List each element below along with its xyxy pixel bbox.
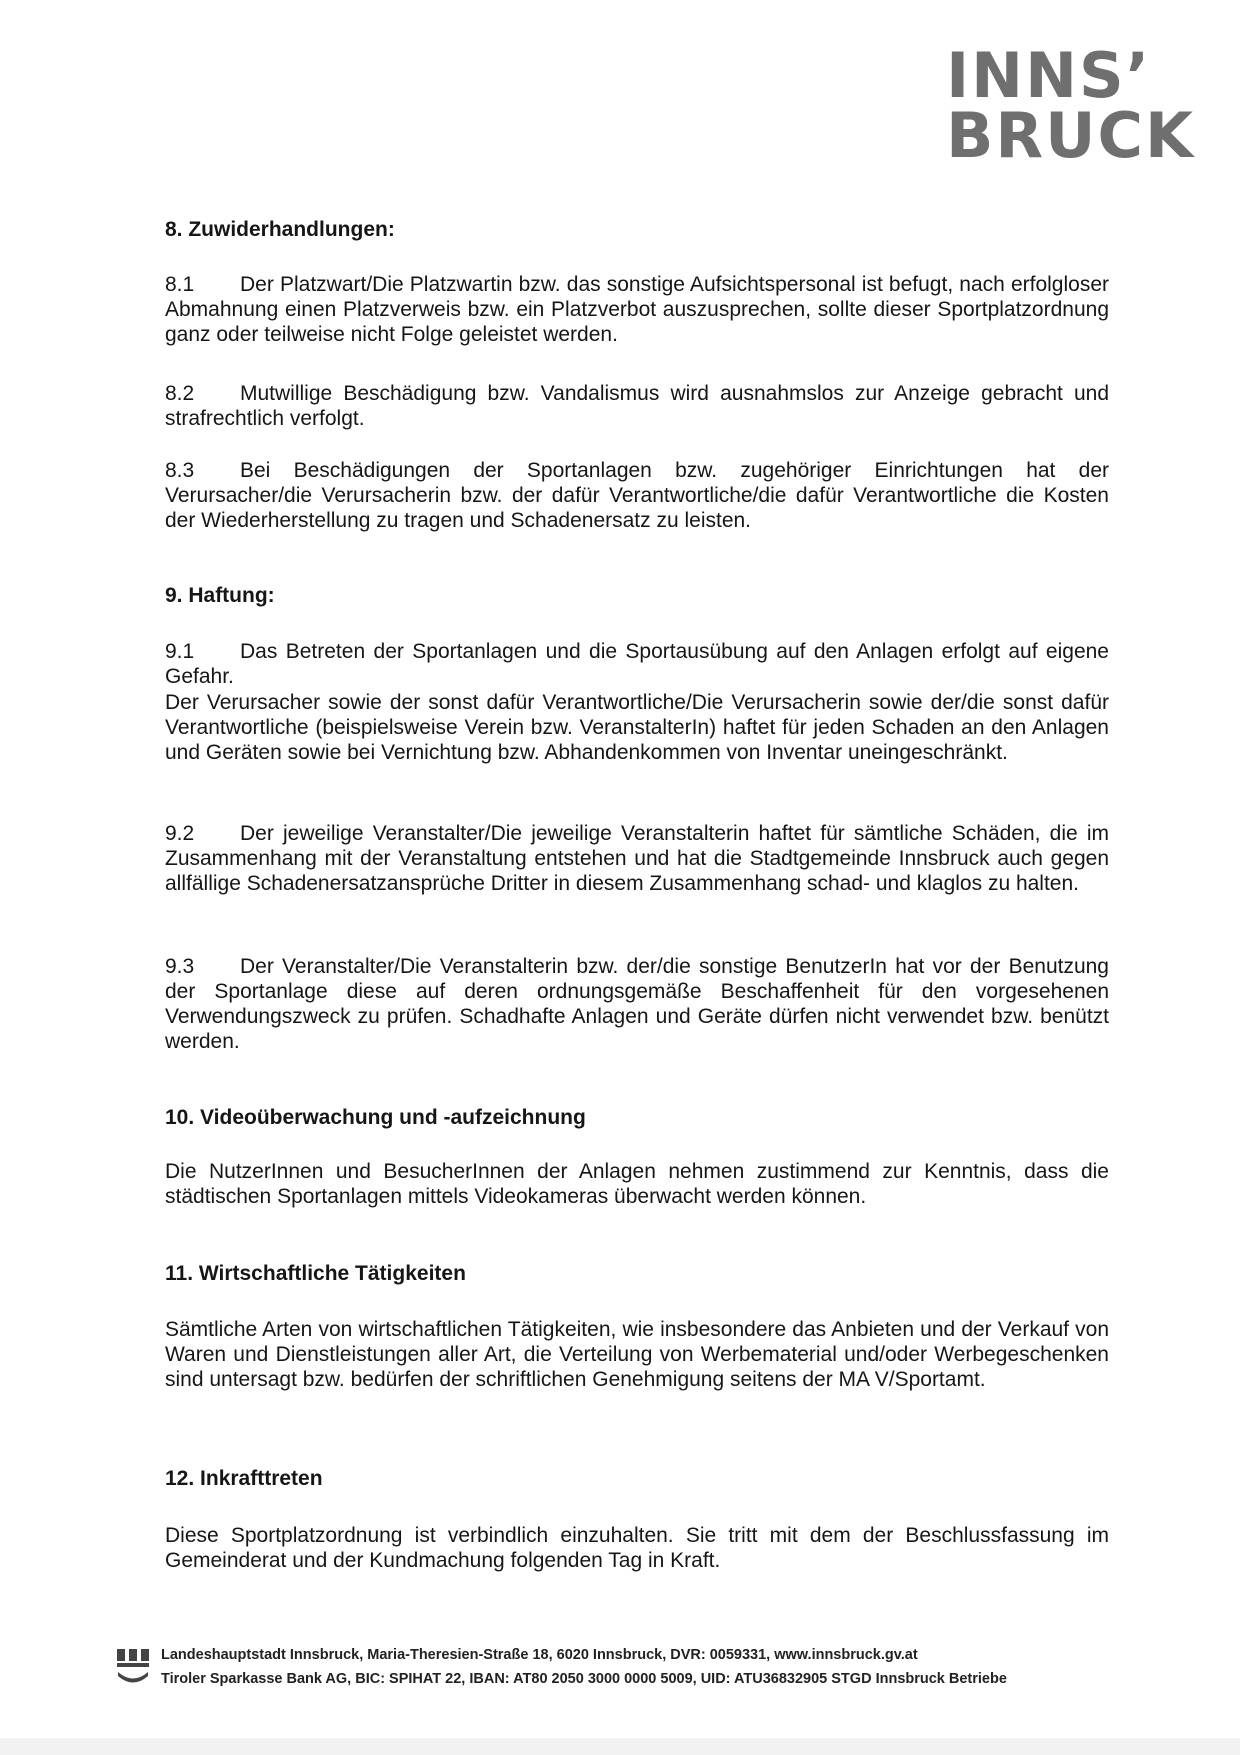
paragraph-number: 8.1: [165, 273, 195, 296]
paragraph-text: Bei Beschädigungen der Sportanlagen bzw. zugehöriger Einrichtungen hat der Verursacher/die Verursacherin bzw. der dafür Verantwortliche/die dafür Verantwortliche die Kosten der Wiederherstellung zu tragen und Schadenersatz zu leisten.: [165, 459, 1109, 532]
paragraph-8-2: [165, 381, 1109, 431]
paragraph-9-1: [165, 639, 1109, 689]
city-emblem-icon: [115, 1647, 151, 1687]
paragraph-9-1-continued: Der Verursacher sowie der sonst dafür Verantwortliche/Die Verursacherin sowie der/die sonst dafür Verantwortliche (beispielsweise Verein bzw. VeranstalterIn) haftet für jeden Schaden an den Anlagen und Geräten sowie bei Vernichtung bzw. Abhandenkommen von Inventar uneingeschränkt.: [165, 691, 1109, 764]
paragraph-number: 8.3: [165, 459, 195, 482]
paragraph-number: 9.2: [165, 822, 195, 845]
paragraph-12: Diese Sportplatzordnung ist verbindlich einzuhalten. Sie tritt mit dem der Beschlussfassung im Gemeinderat und der Kundmachung folgenden Tag in Kraft.: [165, 1524, 1109, 1572]
section-12-heading: 12. Inkrafttreten: [165, 1467, 323, 1490]
paragraph-10: Die NutzerInnen und BesucherInnen der Anlagen nehmen zustimmend zur Kenntnis, dass die städtischen Sportanlagen mittels Videokameras überwacht werden können.: [165, 1160, 1109, 1208]
paragraph-text: Mutwillige Beschädigung bzw. Vandalismus wird ausnahmslos zur Anzeige gebracht und strafrechtlich verfolgt.: [165, 382, 1109, 430]
paragraph-text: Der Veranstalter/Die Veranstalterin bzw. der/die sonstige BenutzerIn hat vor der Benutzung der Sportanlage diese auf deren ordnungsgemäße Beschaffenheit für den vorgesehenen Verwendungszweck zu prüfen. Schadhafte Anlagen und Geräte dürfen nicht verwendet bzw. benützt werden.: [165, 955, 1109, 1053]
paragraph-11: Sämtliche Arten von wirtschaftlichen Tätigkeiten, wie insbesondere das Anbieten und der Verkauf von Waren und Dienstleistungen aller Art, die Verteilung von Werbematerial und/oder Werbegeschenken sind untersagt bzw. bedürfen der schriftlichen Genehmigung seitens der MA V/Sportamt.: [165, 1318, 1109, 1391]
paragraph-8-3: [165, 458, 1109, 533]
logo-line-2: BRUCK: [946, 99, 1195, 172]
paragraph-9-3: [165, 954, 1109, 1054]
paragraph-8-1: [165, 272, 1109, 347]
section-11-heading: 11. Wirtschaftliche Tätigkeiten: [165, 1262, 466, 1285]
innsbruck-logo: [946, 39, 1195, 172]
footer: [161, 1643, 1007, 1691]
paragraph-number: 8.2: [165, 382, 195, 405]
paragraph-number: 9.1: [165, 640, 195, 663]
section-8-heading: 8. Zuwiderhandlungen:: [165, 218, 395, 241]
footer-address: Landeshauptstadt Innsbruck, Maria-Theresien-Straße 18, 6020 Innsbruck, DVR: 0059331, www.innsbruck.gv.at: [161, 1647, 918, 1663]
logo-line-1: INNS’: [946, 39, 1152, 112]
section-9-heading: 9. Haftung:: [165, 584, 275, 607]
section-10-heading: 10. Videoüberwachung und -aufzeichnung: [165, 1106, 586, 1129]
scan-edge: [0, 1738, 1240, 1755]
paragraph-text: Das Betreten der Sportanlagen und die Sportausübung auf den Anlagen erfolgt auf eigene Gefahr.: [165, 640, 1109, 688]
paragraph-9-2: [165, 821, 1109, 896]
paragraph-text: Der Platzwart/Die Platzwartin bzw. das sonstige Aufsichtspersonal ist befugt, nach erfolgloser Abmahnung einen Platzverweis bzw. ein Platzverbot auszusprechen, sollte dieser Sportplatzordnung ganz oder teilweise nicht Folge geleistet werden.: [165, 273, 1109, 346]
paragraph-text: Der jeweilige Veranstalter/Die jeweilige Veranstalterin haftet für sämtliche Schäden, die im Zusammenhang mit der Veranstaltung entstehen und hat die Stadtgemeinde Innsbruck auch gegen allfällige Schadenersatzansprüche Dritter in diesem Zusammenhang schad- und klaglos zu halten.: [165, 822, 1109, 895]
paragraph-number: 9.3: [165, 955, 195, 978]
footer-bank-details: Tiroler Sparkasse Bank AG, BIC: SPIHAT 22, IBAN: AT80 2050 3000 0000 5009, UID: ATU36832905 STGD Innsbruck Betriebe: [161, 1671, 1007, 1687]
